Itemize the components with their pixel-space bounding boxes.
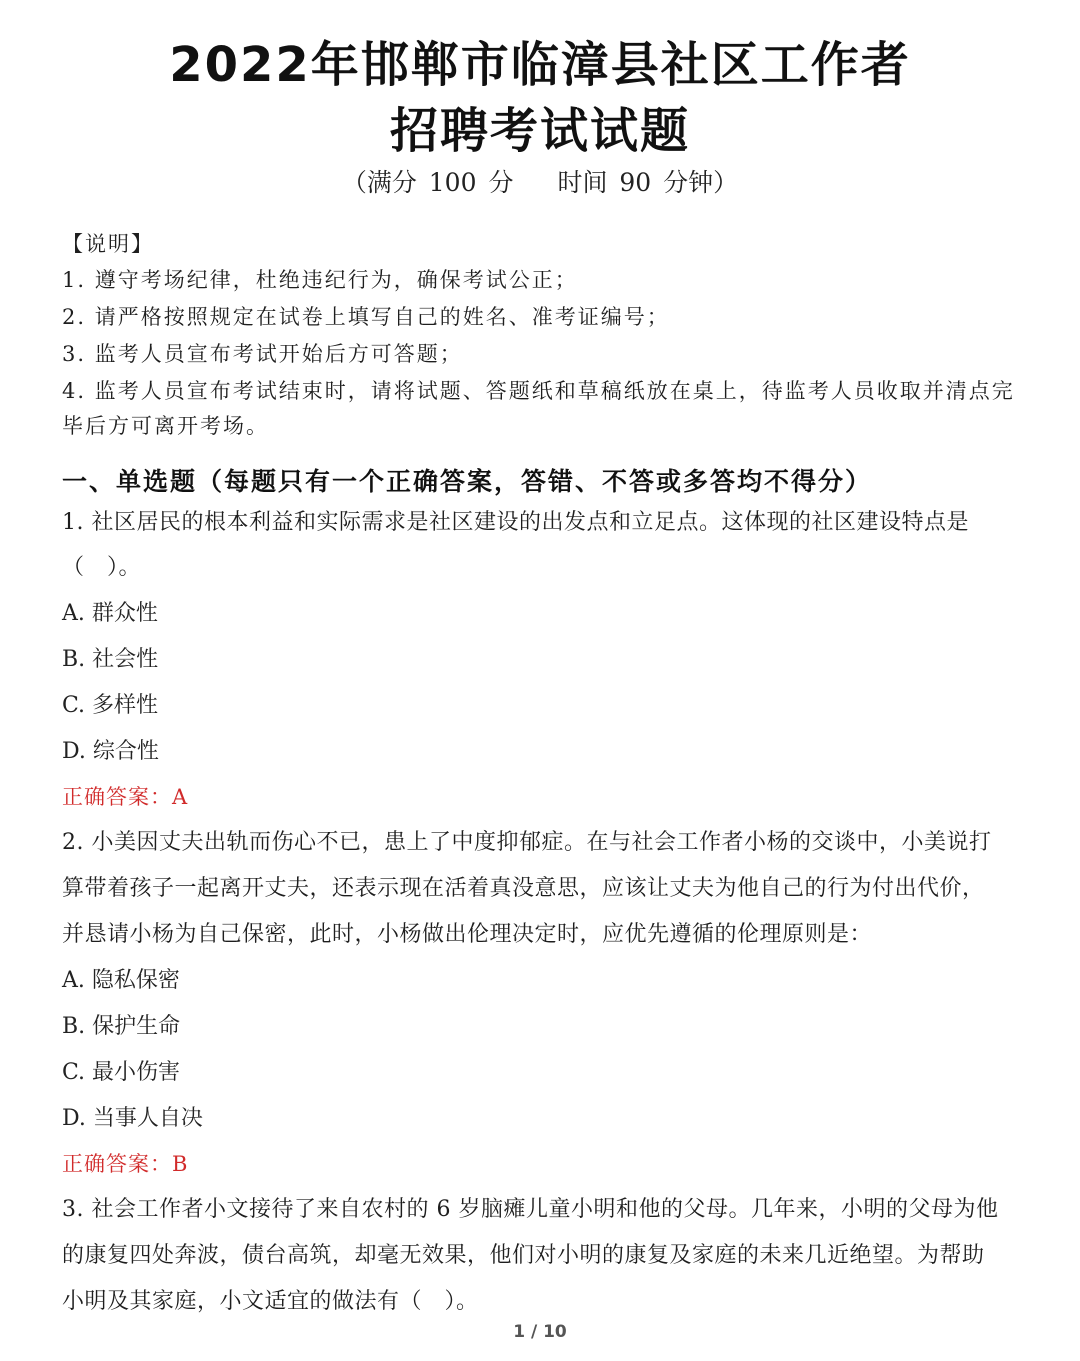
question-text: 1. 社区居民的根本利益和实际需求是社区建设的出发点和立足点。这体现的社区建设特点是 [62, 510, 969, 535]
question-text: （ ）。 [62, 555, 142, 580]
instruction-item: 1. 遵守考场纪律，杜绝违纪行为，确保考试公正； [62, 268, 578, 292]
option-b: B. 保护生命 [62, 1014, 181, 1039]
question-text: 小明及其家庭，小文适宜的做法有（ ）。 [62, 1289, 479, 1314]
instruction-item: 4. 监考人员宣布考试结束时，请将试题、答题纸和草稿纸放在桌上，待监考人员收取并清点完 [62, 379, 1015, 403]
option-d: D. 综合性 [62, 739, 159, 764]
full-score-text: （满分 100 分 [341, 168, 514, 197]
exam-subtitle [0, 163, 1080, 199]
option-a: A. 隐私保密 [62, 968, 180, 993]
question-text: 并恳请小杨为自己保密，此时，小杨做出伦理决定时，应优先遵循的伦理原则是： [62, 922, 873, 947]
correct-answer: 正确答案：A [62, 785, 189, 809]
page-indicator: 1 / 10 [513, 1322, 567, 1342]
exam-time-text: 时间 90 分钟） [557, 168, 739, 197]
question-text: 3. 社会工作者小文接待了来自农村的 6 岁脑瘫儿童小明和他的父母。几年来，小明的父母为他 [62, 1197, 999, 1222]
exam-title-line2: 招聘考试试题 [389, 103, 690, 159]
option-c: C. 最小伤害 [62, 1060, 181, 1085]
instruction-item-continued: 毕后方可离开考场。 [62, 414, 269, 438]
question-text: 2. 小美因丈夫出轨而伤心不已，患上了中度抑郁症。在与社会工作者小杨的交谈中，小美说打 [62, 830, 992, 855]
option-d: D. 当事人自决 [62, 1106, 203, 1131]
question-text: 算带着孩子一起离开丈夫，还表示现在活着真没意思，应该让丈夫为他自己的行为付出代价， [62, 876, 985, 901]
section-heading-single-choice: 一、单选题（每题只有一个正确答案，答错、不答或多答均不得分） [62, 467, 873, 496]
instruction-item: 2. 请严格按照规定在试卷上填写自己的姓名、准考证编号； [62, 305, 670, 329]
correct-answer: 正确答案：B [62, 1152, 189, 1176]
exam-title-line1: 2022年邯郸市临漳县社区工作者 [169, 37, 911, 93]
question-text: 的康复四处奔波，债台高筑，却毫无效果，他们对小明的康复及家庭的未来几近绝望。为帮助 [62, 1243, 985, 1268]
option-b: B. 社会性 [62, 647, 159, 672]
instructions-heading: 【说明】 [62, 232, 154, 256]
option-a: A. 群众性 [62, 601, 158, 626]
option-c: C. 多样性 [62, 693, 159, 718]
instruction-item: 3. 监考人员宣布考试开始后方可答题； [62, 342, 463, 366]
